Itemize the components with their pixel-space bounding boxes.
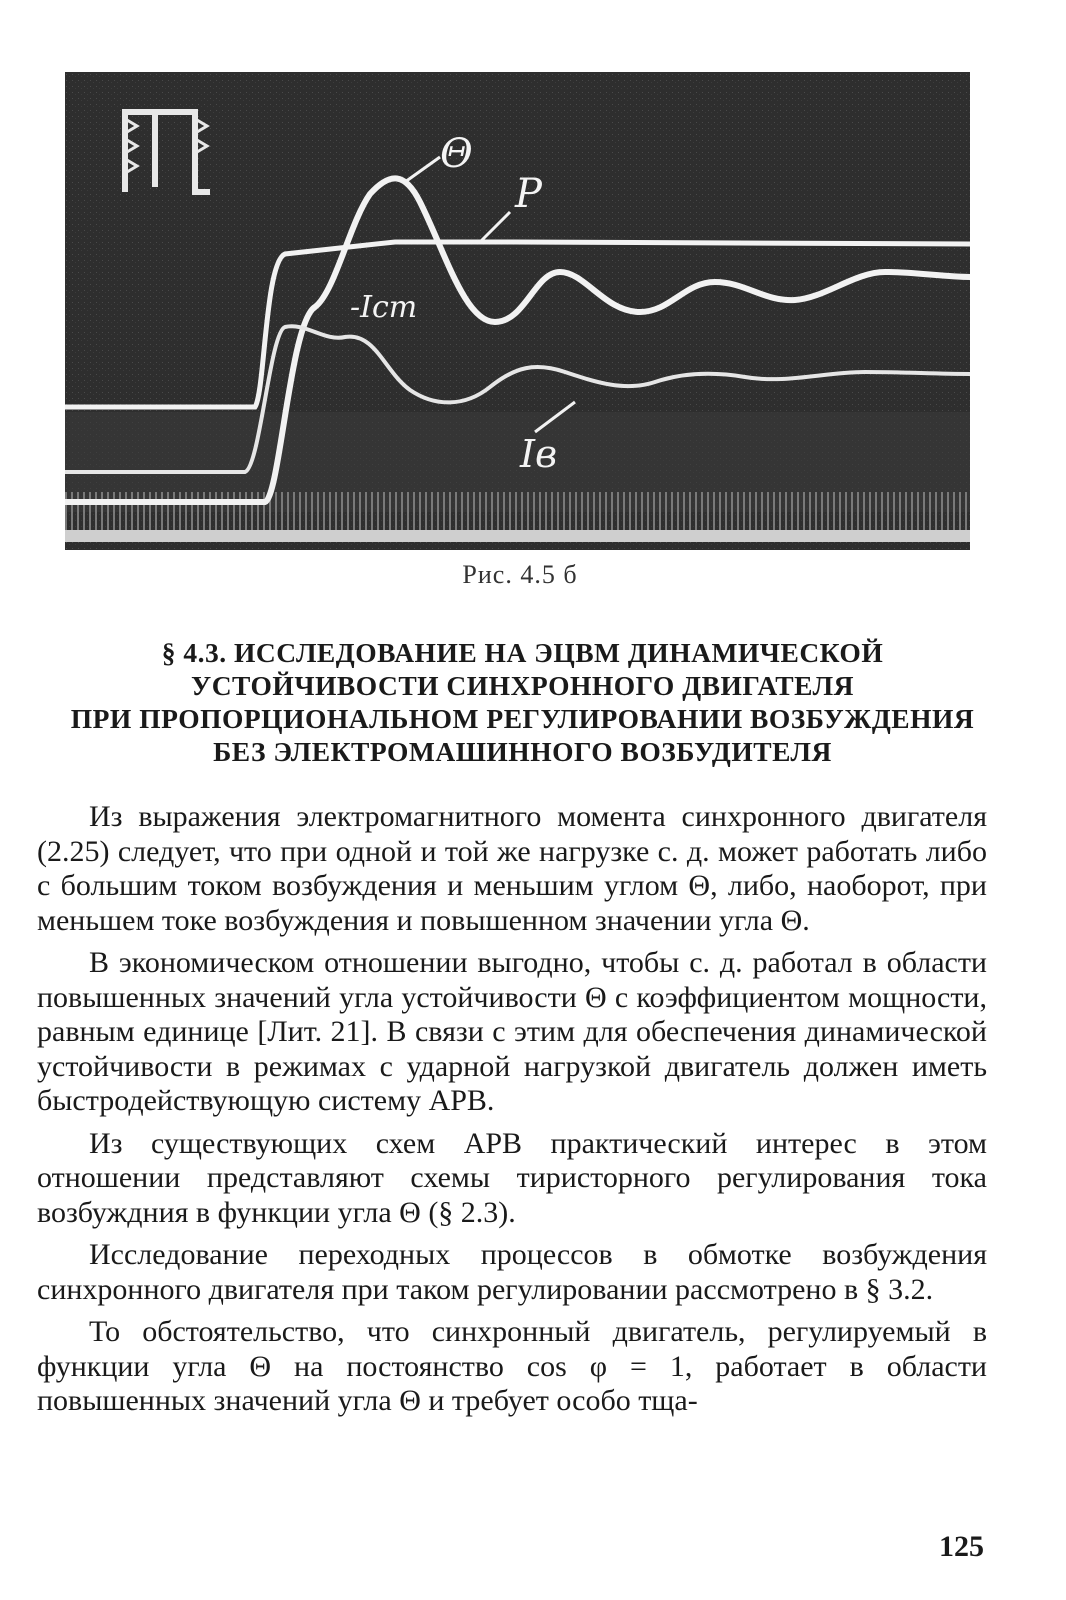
heading-line-2: УСТОЙЧИВОСТИ СИНХРОННОГО ДВИГАТЕЛЯ — [191, 670, 854, 701]
label-power: P — [515, 171, 542, 217]
heading-line-1: § 4.3. ИССЛЕДОВАНИЕ НА ЭЦВМ ДИНАМИЧЕСКОЙ — [161, 637, 884, 668]
oscillogram — [65, 72, 970, 550]
label-stator-current: -Iст — [350, 290, 418, 325]
oscillogram-figure — [65, 72, 970, 550]
paragraph: Из выражения электромагнитного момента синхронного двигателя (2.25) следует, что при одной и той же нагрузке с. д. может работать либо с большим током возбуждения и меньшим углом Θ, либо, наоборот, при меньшем токе возбуждения и повышенном значении угла Θ. — [37, 800, 987, 937]
figure-caption: Рис. 4.5 б — [462, 560, 578, 589]
paragraph: В экономическом отношении выгодно, чтобы с. д. работал в области повышенных значений угла устойчивости Θ с коэффициентом мощности, равным единице [Лит. 21]. В связи с этим для обеспечения динамической устойчивости в режимах с ударной нагрузкой двигатель должен иметь быстродействующую систему АРВ. — [37, 946, 987, 1117]
heading-line-3: ПРИ ПРОПОРЦИОНАЛЬНОМ РЕГУЛИРОВАНИИ ВОЗБУЖДЕНИЯ — [70, 703, 975, 734]
paragraph: Исследование переходных процессов в обмотке возбуждения синхронного двигателя при таком регулировании рассмотрено в § 3.2. — [37, 1238, 987, 1306]
baseline-bar — [65, 530, 970, 542]
timing-marks — [65, 492, 970, 532]
section-heading — [30, 636, 1015, 768]
paragraph: Из существующих схем АРВ практический интерес в этом отношении представляют схемы тиристорного регулирования тока возбуждния в функции угла Θ (§ 2.3). — [37, 1126, 987, 1229]
label-theta: Θ — [440, 131, 473, 177]
body-text — [37, 800, 987, 1427]
heading-line-4: БЕЗ ЭЛЕКТРОМАШИННОГО ВОЗБУДИТЕЛЯ — [213, 736, 832, 767]
page-number: 125 — [939, 1530, 984, 1563]
paragraph: То обстоятельство, что синхронный двигатель, регулируемый в функции угла Θ на постоянство cos φ = 1, работает в области повышенных значений угла Θ и требует особо тща- — [37, 1315, 987, 1417]
label-exc-current: Iв — [520, 432, 558, 476]
